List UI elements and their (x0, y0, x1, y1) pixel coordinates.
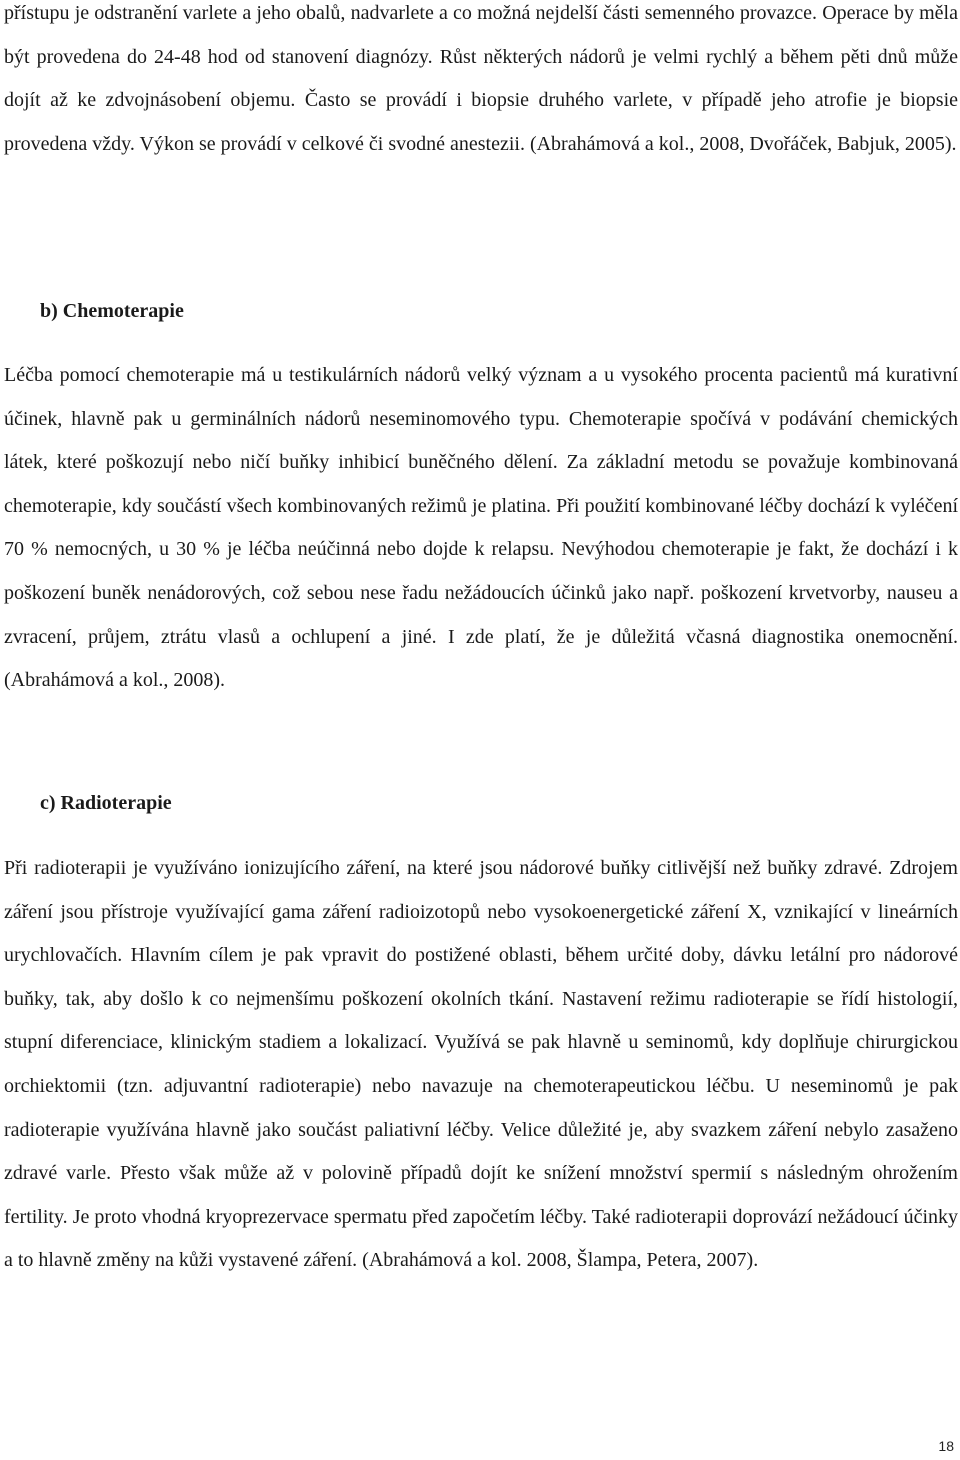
paragraph-surgery-end: přístupu je odstranění varlete a jeho obalů, nadvarlete a co možná nejdelší části semenného provazce. Operace by měla být provedena do 24-48 hod od stanovení diagnózy. Růst některých nádorů je velmi rychlý a během pěti dnů může dojít až ke zdvojnásobení objemu. Často se provádí i biopsie druhého varlete, v případě jeho atrofie je biopsie provedena vždy. Výkon se provádí v celkové či svodné anestezii. (Abrahámová a kol., 2008, Dvořáček, Babjuk, 2005). (4, 2, 958, 155)
section-heading-chemotherapy: b) Chemoterapie (40, 300, 184, 322)
paragraph-chemotherapy: Léčba pomocí chemoterapie má u testikulárních nádorů velký význam a u vysokého procenta pacientů má kurativní účinek, hlavně pak u germinálních nádorů neseminomového typu. Chemoterapie spočívá v podávání chemických látek, které poškozují nebo ničí buňky inhibicí buněčného dělení. Za základní metodu se považuje kombinovaná chemoterapie, kdy součástí všech kombinovaných režimů je platina. Při použití kombinované léčby dochází k vyléčení 70 % nemocných, u 30 % je léčba neúčinná nebo dojde k relapsu. Nevýhodou chemoterapie je fakt, že dochází i k poškození buněk nenádorových, což sebou nese řadu nežádoucích účinků jako např. poškození krvetvorby, nauseu a zvracení, průjem, ztrátu vlasů a ochlupení a jiné. I zde platí, že je důležitá včasná diagnostika onemocnění. (Abrahámová a kol., 2008). (4, 364, 958, 692)
paragraph-radiotherapy: Při radioterapii je využíváno ionizujícího záření, na které jsou nádorové buňky citlivější než buňky zdravé. Zdrojem záření jsou přístroje využívající gama záření radioizotopů nebo vysokoenergetické záření X, vznikající v lineárních urychlovačích. Hlavním cílem je pak vpravit do postižené oblasti, během určité doby, dávku letální pro nádorové buňky, tak, aby došlo k co nejmenšímu poškození okolních tkání. Nastavení režimu radioterapie se řídí histologií, stupní diferenciace, klinickým stadiem a lokalizací. Využívá se pak hlavně u seminomů, kdy doplňuje chirurgickou orchiektomii (tzn. adjuvantní radioterapie) nebo navazuje na chemoterapeutickou léčbu. U neseminomů je pak radioterapie využívána hlavně jako součást paliativní léčby. Velice důležité je, aby svazkem záření nebylo zasaženo zdravé varle. Přesto však může až v polovině případů dojít ke snížení množství spermií s následným ohrožením fertility. Je proto vhodná kryoprezervace spermatu před započetím léčby. Také radioterapii doprovází nežádoucí účinky a to hlavně změny na kůži vystavené záření. (Abrahámová a kol. 2008, Šlampa, Petera, 2007). (4, 857, 958, 1272)
page-number: 18 (938, 1438, 954, 1454)
section-heading-radiotherapy: c) Radioterapie (40, 792, 172, 814)
